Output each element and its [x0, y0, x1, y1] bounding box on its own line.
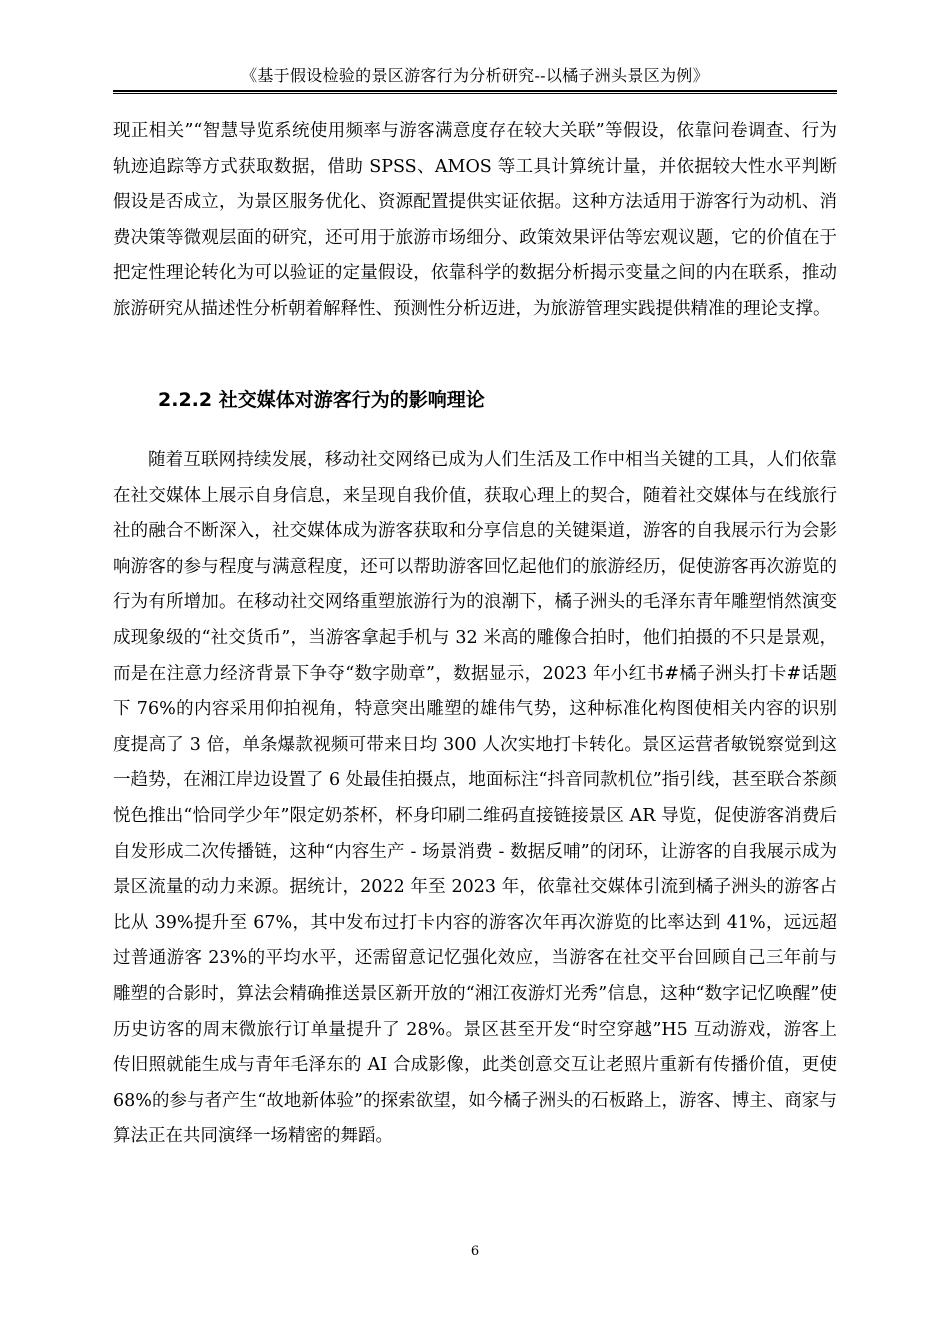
body-paragraph-continued: 现正相关”“智慧导览系统使用频率与游客满意度存在较大关联”等假设，依靠问卷调查、行为轨迹追踪等方式获取数据，借助 SPSS、AMOS 等工具计算统计量，并依据较大性水平判断假设是否成立，为景区服务优化、资源配置提供实证依据。这种方法适用于游客行为动机、消费决策等微观层面的研究，还可用于旅游市场细分、政策效果评估等宏观议题，它的价值在于把定性理论转化为可以验证的定量假设，依靠科学的数据分析揭示变量之间的内在联系，推动旅游研究从描述性分析朝着解释性、预测性分析迈进，为旅游管理实践提供精准的理论支撑。	[113, 121, 837, 319]
running-header: 《基于假设检验的景区游客行为分析研究--以橘子洲头景区为例》	[241, 66, 709, 85]
body-paragraph-section: 随着互联网持续发展，移动社交网络已成为人们生活及工作中相当关键的工具，人们依靠在社交媒体上展示自身信息，来呈现自我价值，获取心理上的契合，随着社交媒体与在线旅行社的融合不断深入，社交媒体成为游客获取和分享信息的关键渠道，游客的自我展示行为会影响游客的参与程度与满意程度，还可以帮助游客回忆起他们的旅游经历，促使游客再次游览的行为有所增加。在移动社交网络重塑旅游行为的浪潮下，橘子洲头的毛泽东青年雕塑悄然演变成现象级的“社交货币”，当游客拿起手机与 32 米高的雕像合拍时，他们拍摄的不只是景观，而是在注意力经济背景下争夺“数字勋章”，数据显示，2023 年小红书#橘子洲头打卡#话题下 76%的内容采用仰拍视角，特意突出雕塑的雄伟气势，这种标准化构图使相关内容的识别度提高了 3 倍，单条爆款视频可带来日均 300 人次实地打卡转化。景区运营者敏锐察觉到这一趋势，在湘江岸边设置了 6 处最佳拍摄点，地面标注“抖音同款机位”指引线，甚至联合茶颜悦色推出“恰同学少年”限定奶茶杯，杯身印刷二维码直接链接景区 AR 导览，促使游客消费后自发形成二次传播链，这种“内容生产 - 场景消费 - 数据反哺”的闭环，让游客的自我展示成为景区流量的动力来源。据统计，2022 年至 2023 年，依靠社交媒体引流到橘子洲头的游客占比从 39%提升至 67%，其中发布过打卡内容的游客次年再次游览的比率达到 41%，远远超过普通游客 23%的平均水平，还需留意记忆强化效应，当游客在社交平台回顾自己三年前与雕塑的合影时，算法会精确推送景区新开放的“湘江夜游灯光秀”信息，这种“数字记忆唤醒”使历史访客的周末微旅行订单量提升了 28%。景区甚至开发“时空穿越”H5 互动游戏，游客上传旧照就能生成与青年毛泽东的 AI 合成影像，此类创意交互让老照片重新有传播价值，更使 68%的参与者产生“故地新体验”的探索欲望，如今橘子洲头的石板路上，游客、博主、商家与算法正在共同演绎一场精密的舞蹈。	[113, 450, 837, 1147]
section-heading: 2.2.2 社交媒体对游客行为的影响理论	[158, 389, 485, 411]
header-divider	[113, 90, 837, 94]
page-number: 6	[470, 1244, 480, 1259]
